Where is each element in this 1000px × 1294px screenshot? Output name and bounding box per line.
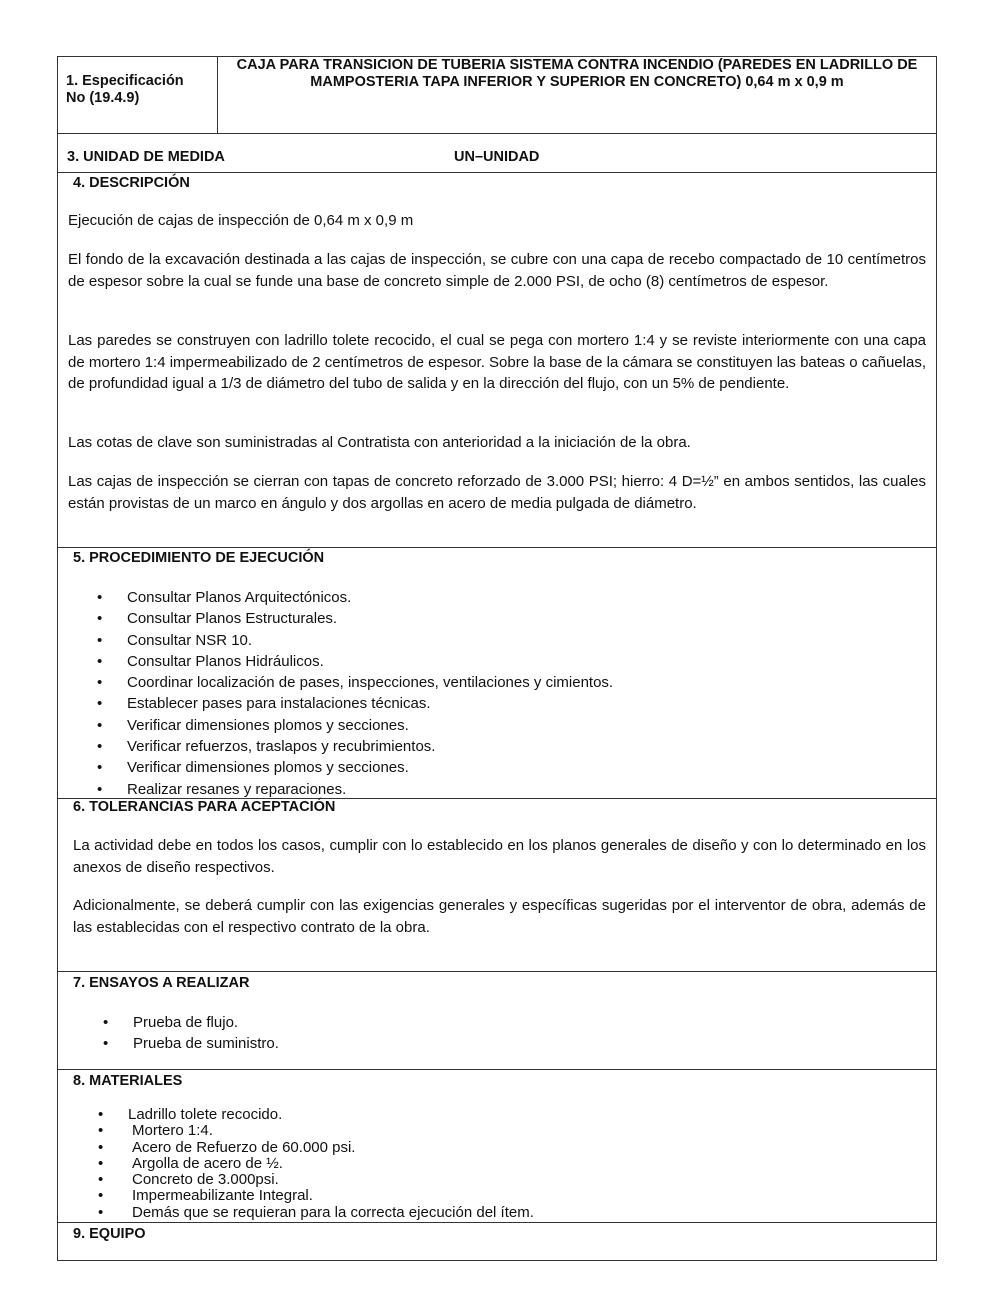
- list-item: • Impermeabilizante Integral.: [98, 1188, 534, 1204]
- unit-row: [58, 134, 936, 173]
- description-section: [58, 173, 936, 548]
- unit-label: 3. UNIDAD DE MEDIDA: [67, 149, 225, 165]
- list-item: • Concreto de 3.000psi.: [98, 1172, 534, 1188]
- tolerances-section: [58, 799, 936, 972]
- procedure-heading: 5. PROCEDIMIENTO DE EJECUCIÓN: [73, 550, 325, 566]
- tolerances-paragraph: Adicionalmente, se deberá cumplir con las exigencias generales y específicas sugeridas por el interventor de obra, además de las establecidas con el respectivo contrato de la obra.: [73, 897, 926, 936]
- specification-sheet: [57, 56, 937, 1261]
- procedure-section: [58, 548, 936, 799]
- equipment-heading: 9. EQUIPO: [73, 1226, 146, 1242]
- tolerances-paragraph: La actividad debe en todos los casos, cumplir con lo establecido en los planos generales de diseño y con lo determinado en los anexos de diseño respectivos.: [73, 837, 926, 876]
- spec-row: [58, 57, 936, 134]
- spec-number: 1. Especificación No (19.4.9): [66, 73, 184, 106]
- spec-number-cell: [58, 57, 218, 133]
- tests-heading: 7. ENSAYOS A REALIZAR: [73, 975, 250, 991]
- list-item: • Realizar resanes y reparaciones.: [97, 779, 613, 800]
- list-item: • Ladrillo tolete recocido.: [98, 1107, 534, 1123]
- materials-section: [58, 1070, 936, 1223]
- spec-title: CAJA PARA TRANSICION DE TUBERIA SISTEMA CONTRA INCENDIO (PAREDES EN LADRILLO DE MAMPOSTERIA TAPA INFERIOR Y SUPERIOR EN CONCRETO) 0,64 m x 0,9 m: [236, 57, 918, 90]
- materials-list: [98, 1107, 534, 1221]
- description-paragraph: Las paredes se construyen con ladrillo tolete recocido, el cual se pega con mortero 1:4 y se reviste interiormente con una capa de mortero 1:4 impermeabilizado de 2 centímetros de espesor. Sobre la base de la cámara se constituyen las bateas o cañuelas, de profundidad igual a 1/3 de diámetro del tubo de salida y en la dirección del flujo, con un 5% de pendiente.: [68, 332, 926, 392]
- description-paragraph: Las cajas de inspección se cierran con tapas de concreto reforzado de 3.000 PSI; hierro: 4 D=½” en ambos sentidos, las cuales están provistas de un marco en ángulo y dos argollas en acero de media pulgada de diámetro.: [68, 473, 926, 512]
- list-item: • Mortero 1:4.: [98, 1123, 534, 1139]
- list-item: • Verificar dimensiones plomos y secciones.: [97, 757, 613, 778]
- description-paragraph: El fondo de la excavación destinada a las cajas de inspección, se cubre con una capa de recebo compactado de 10 centímetros de espesor sobre la cual se funde una base de concreto simple de 2.000 PSI, de ocho (8) centímetros de espesor.: [68, 251, 926, 290]
- list-item: • Establecer pases para instalaciones técnicas.: [97, 693, 613, 714]
- list-item: • Verificar dimensiones plomos y secciones.: [97, 715, 613, 736]
- list-item: • Demás que se requieran para la correcta ejecución del ítem.: [98, 1205, 534, 1221]
- list-item: • Consultar NSR 10.: [97, 630, 613, 651]
- list-item: • Consultar Planos Estructurales.: [97, 608, 613, 629]
- list-item: • Acero de Refuerzo de 60.000 psi.: [98, 1140, 534, 1156]
- list-item: • Prueba de suministro.: [103, 1033, 279, 1054]
- tests-section: [58, 972, 936, 1070]
- description-heading: 4. DESCRIPCIÓN: [73, 175, 190, 191]
- list-item: • Consultar Planos Arquitectónicos.: [97, 587, 613, 608]
- description-paragraph: Ejecución de cajas de inspección de 0,64 m x 0,9 m: [68, 212, 414, 229]
- description-paragraph: Las cotas de clave son suministradas al Contratista con anterioridad a la iniciación de la obra.: [68, 434, 691, 451]
- list-item: • Argolla de acero de ½.: [98, 1156, 534, 1172]
- materials-heading: 8. MATERIALES: [73, 1073, 183, 1089]
- equipment-section: [58, 1223, 936, 1262]
- list-item: • Consultar Planos Hidráulicos.: [97, 651, 613, 672]
- procedure-list: [97, 587, 613, 800]
- tolerances-heading: 6. TOLERANCIAS PARA ACEPTACIÓN: [73, 799, 336, 815]
- unit-value: UN–UNIDAD: [454, 149, 540, 165]
- tests-list: [103, 1012, 279, 1054]
- list-item: • Verificar refuerzos, traslapos y recubrimientos.: [97, 736, 613, 757]
- list-item: • Prueba de flujo.: [103, 1012, 279, 1033]
- list-item: • Coordinar localización de pases, inspecciones, ventilaciones y cimientos.: [97, 672, 613, 693]
